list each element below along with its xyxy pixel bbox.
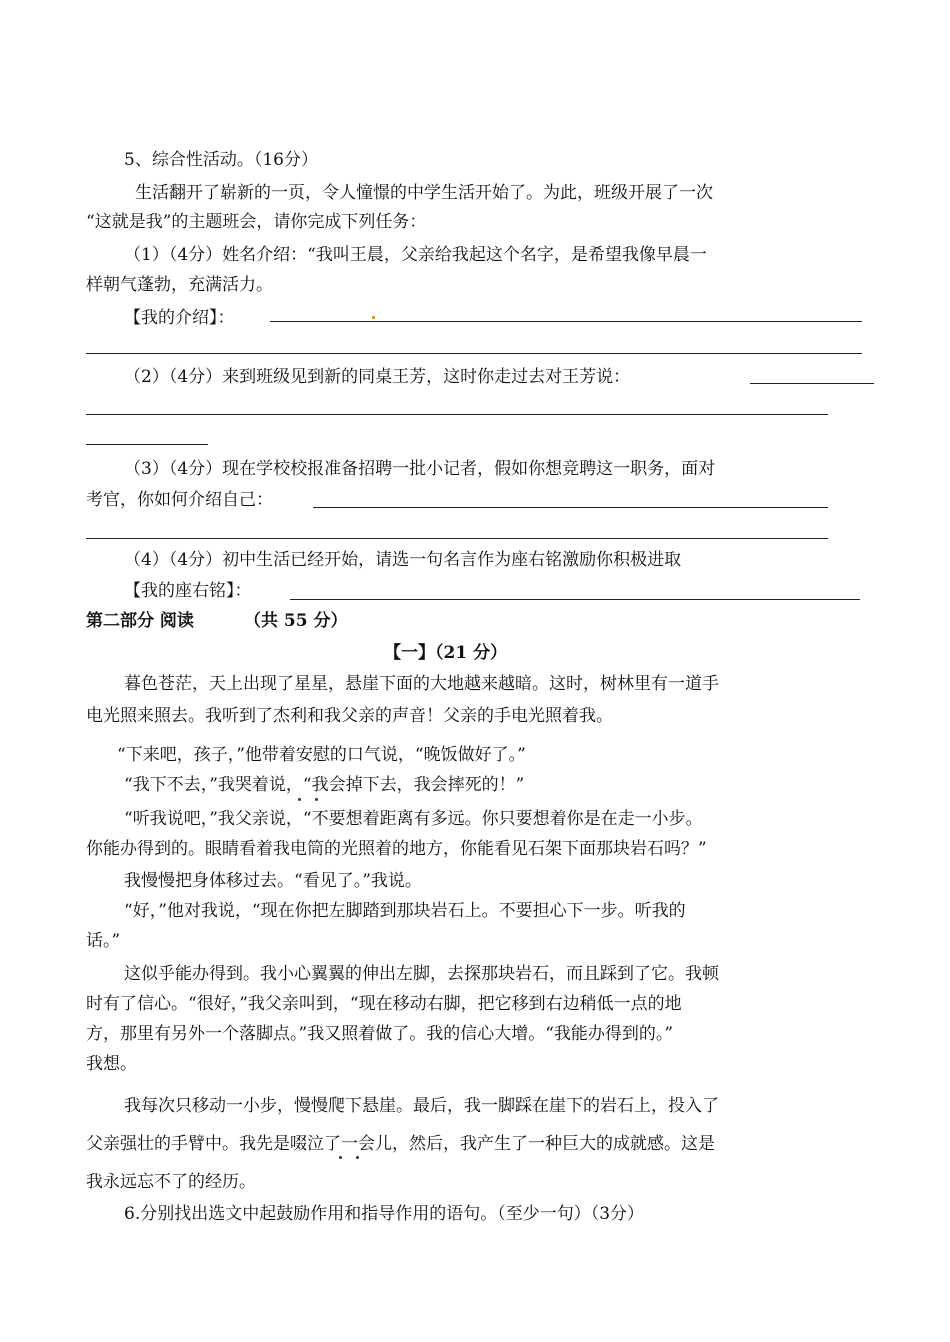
emphasis-dot — [315, 798, 318, 801]
q5-title: 5、综合性活动。（16分） — [124, 150, 318, 170]
passage-p6-line2: 话。” — [86, 931, 121, 951]
answer-line-task3-b[interactable] — [86, 538, 828, 539]
q5-task2-line1: （2）（4分）来到班级见到新的同桌王芳，这时你走过去对王芳说： — [124, 367, 631, 387]
answer-line-task3-a[interactable] — [313, 507, 828, 508]
section-title: 【一】（21 分） — [384, 643, 508, 663]
passage-p7-line4: 我想。 — [86, 1054, 137, 1074]
emphasis-dot — [298, 798, 301, 801]
q5-task4-label: 【我的座右铭】： — [124, 581, 252, 601]
emphasis-dot — [356, 1156, 359, 1159]
passage-p2: “下来吧，孩子，”他带着安慰的口气说，“晚饭做好了。” — [117, 745, 526, 765]
q6-text: 6.分别找出选文中起鼓励作用和指导作用的语句。（至少一句）（3分） — [124, 1204, 645, 1224]
passage-p8-line3: 我永远忘不了的经历。 — [86, 1172, 256, 1192]
stray-mark — [372, 316, 375, 319]
q5-intro-line1: 生活翻开了崭新的一页，令人憧憬的中学生活开始了。为此，班级开展了一次 — [135, 183, 713, 203]
answer-line-task2-c[interactable] — [86, 444, 208, 445]
q5-intro-line2: “这就是我”的主题班会，请你完成下列任务： — [86, 212, 427, 232]
q5-task1-line1: （1）（4分）姓名介绍：“我叫王晨，父亲给我起这个名字，是希望我像早晨一 — [124, 245, 707, 265]
q5-task3-line1: （3）（4分）现在学校校报准备招聘一批小记者，假如你想竞聘这一职务，面对 — [124, 459, 716, 479]
answer-line-task1-a[interactable] — [270, 321, 862, 322]
q5-task4-line1: （4）（4分）初中生活已经开始，请选一句名言作为座右铭激励你积极进取 — [124, 550, 682, 570]
q5-task3-line2: 考官，你如何介绍自己： — [86, 490, 273, 510]
passage-p7-line3: 方，那里有另外一个落脚点。”我又照着做了。我的信心大增。“我能办得到的。” — [86, 1024, 674, 1044]
passage-p6-line1: “好，”他对我说，“现在你把左脚踏到那块岩石上。不要担心下一步。听我的 — [124, 901, 686, 921]
answer-line-task4[interactable] — [290, 599, 860, 600]
part2-heading: 第二部分 阅读 — [86, 611, 194, 631]
answer-line-task2-b[interactable] — [86, 414, 828, 415]
passage-p3: “我下不去，”我哭着说，“我会掉下去，我会摔死的！” — [124, 775, 525, 795]
passage-p1-line1: 暮色苍茫，天上出现了星星，悬崖下面的大地越来越暗。这时，树林里有一道手 — [124, 674, 719, 694]
answer-line-task1-b[interactable] — [86, 353, 862, 354]
passage-p1-line2: 电光照来照去。我听到了杰利和我父亲的声音！父亲的手电光照着我。 — [86, 706, 613, 726]
passage-p8-line1: 我每次只移动一小步，慢慢爬下悬崖。最后，我一脚踩在崖下的岩石上，投入了 — [124, 1096, 719, 1116]
passage-p4-line1: “听我说吧，”我父亲说，“不要想着距离有多远。你只要想着你是在走一小步。 — [124, 809, 703, 829]
q5-task1-line2: 样朝气蓬勃，充满活力。 — [86, 275, 273, 295]
q5-task1-label: 【我的介绍】： — [124, 308, 235, 328]
passage-p4-line2: 你能办得到的。眼睛看着我电筒的光照着的地方，你能看见石架下面那块岩石吗？” — [86, 839, 707, 859]
part2-score: （共 55 分） — [244, 611, 348, 631]
answer-line-task2-a[interactable] — [750, 383, 874, 384]
emphasis-dot — [339, 1156, 342, 1159]
passage-p8-line2: 父亲强壮的手臂中。我先是啜泣了一会儿，然后，我产生了一种巨大的成就感。这是 — [86, 1134, 715, 1154]
passage-p5: 我慢慢把身体移过去。“看见了。”我说。 — [124, 871, 422, 891]
passage-p7-line2: 时有了信心。“很好，”我父亲叫到，“现在移动右脚，把它移到右边稍低一点的地 — [86, 994, 682, 1014]
passage-p7-line1: 这似乎能办得到。我小心翼翼的伸出左脚，去探那块岩石，而且踩到了它。我顿 — [124, 964, 719, 984]
